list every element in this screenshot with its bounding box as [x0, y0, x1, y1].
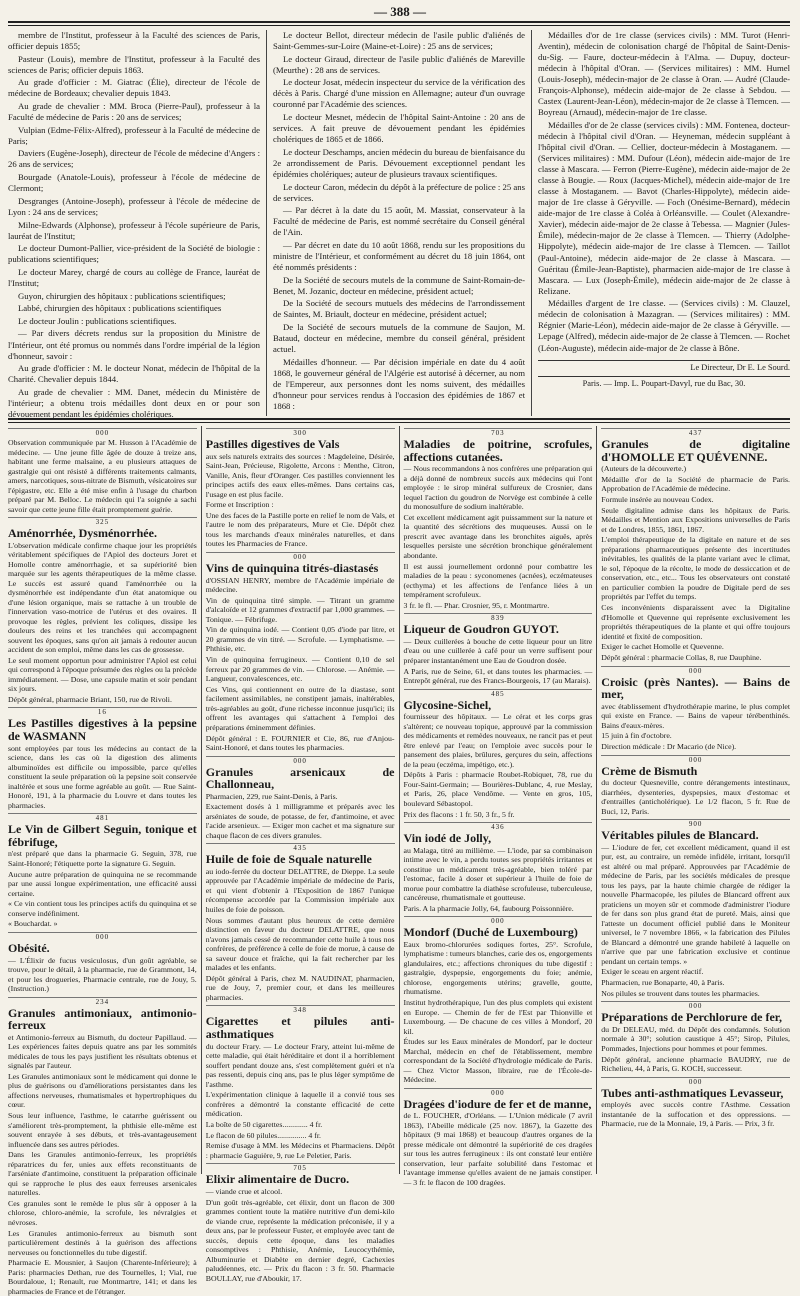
ad-paragraph: Vin de quinquina iodé. — Contient 0,05 d'iode par litre, et 20 grammes de vin titré. — Scrofule. — Lymphatisme. — Phthisie, etc. — [206, 625, 395, 654]
ad-paragraph: employés avec succès contre l'Asthme. Cessation instantanée de la suffocation et des oppressions. — Pharmacie, rue de la Monnaie, 19, à Paris. — Prix, 3 fr. — [601, 1100, 790, 1129]
advertisement — [404, 613, 593, 685]
article-column-1 — [8, 30, 260, 416]
ad-number: 000 — [206, 552, 395, 561]
advertisement — [206, 843, 395, 1002]
ad-number: 000 — [404, 1088, 593, 1097]
ad-paragraph: Sous leur influence, l'asthme, le catarrhe guérissent ou s'améliorent très-promptement, la phthisie elle-même est souvent enrayée à ses débuts, et très-avantageusement influencée dans ses autres périodes. — [8, 1111, 197, 1149]
ad-title: Dragées d'iodure de fer et de manne, — [404, 1098, 593, 1111]
ad-paragraph: — Nous recommandons à nos confrères une préparation qui a déjà donné de nombreux succès aux médecins qui l'ont employée : le sirop minéral sulfureux de Crosnier, dans lequel l'action du goudron de Norvège est combinée à celle du monosulfure de sodium inaltérable. — [404, 464, 593, 512]
ad-column-2 — [206, 426, 395, 1174]
ad-paragraph: d'OSSIAN HENRY, membre de l'Académie impériale de médecine. — [206, 576, 395, 595]
advertisement — [206, 552, 395, 753]
ad-column-4 — [601, 426, 790, 1174]
ad-paragraph: — L'Élixir de fucus vesiculosus, d'un goût agréable, se trouve, pour le détail, à la pharmacie, rue de Grammont, 14, et pour les drogueries, Pharmacie centrale, rue de Jouy, 5. (Instruction.) — [8, 956, 197, 994]
advertisement-columns — [8, 426, 790, 1174]
advertisement — [8, 997, 197, 1296]
ad-paragraph: Exiger le sceau en argent réactif. — [601, 967, 790, 977]
ad-title: Crème de Bismuth — [601, 765, 790, 778]
article-paragraph: Le docteur Giraud, directeur de l'asile public d'aliénés de Mareville (Meurthe) : 28 ans de services. — [273, 54, 525, 76]
ad-paragraph: D'un goût très-agréable, cet élixir, dont un flacon de 300 grammes contient toute la matière nutritive d'un demi-kilo de viande crue, représente la médication préconisée, il y a deux ans, par le professeur Fuster, et employée avec tant de succès, depuis cette époque, dans les maladies consomptives : Phthisie, Anémie, Leucocythémie, Albuminurie et Diabète en dernier degré, Cachexies paludéennes, etc. — Prix du flacon : 3 fr. 50. Pharmacie BOULLAY, rue d'Aboukir, 17. — [206, 1198, 395, 1284]
ad-paragraph: Pharmacien, rue Bonaparte, 40, à Paris. — [601, 978, 790, 988]
ad-paragraph: au Malaga, titré au millième. — L'iode, par sa combinaison intime avec le vin, a perdu toutes ses propriétés irritantes et constitue un médicament très-agréable, bien toléré par l'estomac, facile à doser et supérieur à l'huile de foie de morue pour combattre la diathèse scrofuleuse, tuberculeuse, cancéreuse, rhumatismale et goutteuse. — [404, 846, 593, 903]
ad-title: Granules de digitaline d'HOMOLLE ET QUÉVENNE. — [601, 438, 790, 463]
article-columns — [8, 30, 790, 416]
article-paragraph: Au grade d'officier : M. Giatrac (Élie), directeur de l'école de médecine de Bordeaux; chevalier depuis 1843. — [8, 77, 260, 99]
article-paragraph: Au grade de chevalier : MM. Danet, médecin du Ministère de l'intérieur; a obtenu trois médailles dont deux en or pour son dévouement pendant les épidémies cholériques. — [8, 387, 260, 420]
article-paragraph: De la Société de secours mutels de la commune de Saint-Romain-de-Benet, M. Jozanic, docteur en médecine, président actuel; — [273, 275, 525, 297]
article-paragraph: Desgranges (Antoine-Joseph), professeur à l'école de médecine de Lyon : 24 ans de services; — [8, 196, 260, 218]
ad-paragraph: Dépôts à Paris : pharmacie Roubet-Robiquet, 78, rue du Four-Saint-Germain; — Bourières-Dublanc, 4, rue Meslay, et Paris, 26, place Vendôme. — Vente en gros, 105, boulevard Sébastopol. — [404, 770, 593, 808]
advertisement — [601, 1077, 790, 1129]
ads-rule-thin — [8, 422, 790, 423]
ad-number: 000 — [601, 666, 790, 675]
ad-paragraph: Dépôt général, ancienne pharmacie BAUDRY, rue de Richelieu, 44, à Paris, G. KOCH, successeur. — [601, 1055, 790, 1074]
ad-paragraph: du Dr DELEAU, méd. du Dépôt des condamnés. Solution normale à 30°; solution caustique à 45°; Sirop, Pilules, Pommades, Injections pour hommes et pour femmes. — [601, 1025, 790, 1054]
advertisement — [601, 428, 790, 663]
ad-title: Pastilles digestives de Vals — [206, 438, 395, 451]
ad-paragraph: Formule insérée au nouveau Codex. — [601, 495, 790, 505]
ad-number: 000 — [8, 428, 197, 437]
article-paragraph: Pasteur (Louis), membre de l'Institut, professeur à la Faculté des sciences de Paris; officier depuis 1863. — [8, 54, 260, 76]
article-paragraph: Milne-Edwards (Alphonse), professeur à l'école supérieure de Paris, lauréat de l'Institut; — [8, 220, 260, 242]
ad-number: 000 — [206, 756, 395, 765]
page-number: — 388 — — [0, 4, 800, 20]
ad-title: Liqueur de Goudron GUYOT. — [404, 623, 593, 636]
article-column-2 — [273, 30, 525, 416]
ad-paragraph: Eaux bromo-chlorurées sodiques fortes, 25°. Scrofule, lymphatisme : tumeurs blanches, carie des os, engorgements glandulaires, etc.; affections chroniques du tube digestif : gastralgie, dyspepsie, engorgements du foie; anémie, chlorose, engorgements utérins; gravelle, goutte, rhumatisme. — [404, 940, 593, 997]
ad-paragraph: Nous sommes d'autant plus heureux de cette dernière distinction en faveur du docteur DELATTRE, que nous n'avons jamais cessé de recommander cette huile à tous nos confrères, de préférence à celle de foie de morue, à cause de sa saveur douce et fraîche, qui la fait rechercher par les malades et les enfants. — [206, 916, 395, 973]
advertisement — [601, 666, 790, 752]
ad-paragraph: sont employées par tous les médecins au contact de la science, dans les cas où la digestion des aliments albuminoïdes est difficile ou impossible, parce qu'elles constituent la seule préparation où la pepsine soit conservée inaltérée et sous une forme agréable au goût. — Rue Saint-Honoré, 191, à la pharmacie du Louvre et dans toutes les pharmacies. — [8, 744, 197, 811]
ad-paragraph: Direction médicale : Dr Macario (de Nice). — [601, 742, 790, 752]
director-signature: Le Directeur, Dr E. Le Sourd. — [538, 360, 790, 374]
ad-paragraph: Ces Vins, qui contiennent en outre de la diastase, sont facilement assimilables, ne constipent jamais, inaltérables, très-agréables au goût, d'une richesse inconnue jusqu'ici; ils offrent les avantages qui s'attachent à l'emploi des préparations éminemment définies. — [206, 685, 395, 733]
ad-paragraph: Ces inconvénients disparaissent avec la Digitaline d'Homolle et Quevenne qui représente exclusivement les propriétés thérapeutiques de la plante et qui offre toujours identité et fixité de composition. — [601, 603, 790, 641]
ad-paragraph: Études sur les Eaux minérales de Mondorf, par le docteur Marchal, médecin en chef de l'établissement, membre correspondant de la Société d'hydrologie médicale de Paris. — Chez Victor Masson, libraire, rue de l'École-de-Médecine. — [404, 1037, 593, 1085]
advertisement — [206, 1005, 395, 1160]
article-paragraph: Médailles d'honneur. — Par décision impériale en date du 4 août 1868, le gouverneur général de l'Algérie est autorisé à décerner, au nom de l'Empereur, aux personnes dont les noms suivent, des médailles d'honneur pour services rendus à l'occasion des épidémies de 1867 et 1868 : — [273, 357, 525, 412]
article-paragraph: De la Société de secours mutuels de la commune de Saujon, M. Bataud, docteur en médecine, membre du conseil général, président actuel. — [273, 322, 525, 355]
ad-title: Obésité. — [8, 942, 197, 955]
ad-number: 000 — [404, 916, 593, 925]
ad-paragraph: du docteur Frary. — Le docteur Frary, atteint lui-même de cette maladie, qui était héréditaire et dont il a horriblement souffert pendant douze ans, s'est complètement guéri et n'a pas ressenti, depuis cinq ans, pas le plus léger symptôme de l'asthme. — [206, 1042, 395, 1090]
ad-paragraph: A Paris, rue de Seine, 61, et dans toutes les pharmacies. — Entrepôt général, rue des Francs-Bourgeois, 17 (au Marais). — [404, 667, 593, 686]
column-divider — [399, 426, 400, 1174]
ad-number: 000 — [601, 1001, 790, 1010]
ad-paragraph: Dans les Granules antimonio-ferreux, les propriétés réparatrices du fer, unies aux effets reconstituants de l'arséniate d'antimoine, constituent la préparation officinale qui se rapproche le plus des eaux ferreuses arsenicales naturelles. — [8, 1150, 197, 1198]
ad-number: 348 — [206, 1005, 395, 1014]
ad-paragraph: Aucune autre préparation de quinquina ne se recommande par une aussi longue expérimentation, une efficacité aussi certaine. — [8, 870, 197, 899]
ad-paragraph: Vin de quinquina titré simple. — Titrant un gramme d'alcaloïde et 12 grammes d'extractif par 1,000 grammes. — Tonique. — Fébrifuge. — [206, 596, 395, 625]
article-column-3-body — [538, 30, 790, 354]
ad-number: 705 — [206, 1163, 395, 1172]
advertisement — [601, 819, 790, 998]
ad-title: Huile de foie de Squale naturelle — [206, 853, 395, 866]
ads-rule — [8, 418, 790, 420]
column-divider — [596, 426, 597, 1174]
advertisement — [404, 822, 593, 913]
ad-paragraph: Exiger le cachet Homolle et Quevenne. — [601, 642, 790, 652]
article-paragraph: — Par décret en date du 10 août 1868, rendu sur les propositions du ministre de l'Intérieur, et conformément au décret du 18 juin 1864, ont été nommés présidents : — [273, 240, 525, 273]
ad-title: Les Pastilles digestives à la pepsine de WASMANN — [8, 717, 197, 742]
ad-number: 436 — [404, 822, 593, 831]
ad-paragraph: fournisseur des hôpitaux. — Le cérat et les corps gras s'altèrent; ce nouveau topique, approuvé par la commission des médicaments et remèdes nouveaux, ne rancit pas et peut être enlevé par l'eau; on l'emploie avec succès pour le pansement des plaies, brûlures, gerçures du sein, affections de la peau (eczéma, impétigo, etc.). — [404, 712, 593, 769]
ad-paragraph: Les Granules antimonio-ferreux au bismuth sont particulièrement destinés à la guérison des affections nerveuses ou fonctionnelles du tube digestif. — [8, 1229, 197, 1258]
ad-paragraph: Il est aussi journellement ordonné pour combattre les maladies de la peau : syconomenes (acnées), eczémateuses (ecthyma) et les affections de l'enfance liées à un tempérament scrofuleux. — [404, 562, 593, 600]
ad-paragraph: Ces granules sont le remède le plus sûr à opposer à la chlorose, chloro-anémie, la scrofule, les névralgies et névroses. — [8, 1199, 197, 1228]
ad-title: Maladies de poitrine, scrofules, affections cutanées. — [404, 438, 593, 463]
ad-paragraph: Le flacon de 60 pilules............... 4 fr. — [206, 1131, 395, 1141]
ad-title: Préparations de Perchlorure de fer, — [601, 1011, 790, 1024]
ad-paragraph: n'est préparé que dans la pharmacie G. Seguin, 378, rue Saint-Honoré; l'étiquette porte la signature G. Seguin. — [8, 849, 197, 868]
ad-paragraph: — L'iodure de fer, cet excellent médicament, quand il est pur, est, au contraire, un remède infidèle, irritant, lorsqu'il est altéré ou mal préparé. Approuvées par l'Académie de médecine de Paris, par les sociétés médicales de presque tous les pays, par la haute chimie chargée de rédiger la nouvelle Pharmacopée, les pilules de Blancard offrent aux praticiens un moyen sûr et commode d'administrer l'iodure de fer dans son plus grand état de pureté. Mais, ainsi que l'atteste un document officiel publié dans le Moniteur universel, le 7 novembre 1866, « la fabrication des Pilules de Blancard a démontré une grande habileté à laquelle on n'arrive que par une fabrication exclusive et continue pendant un certain temps. » — [601, 843, 790, 967]
ad-title: Cigarettes et pilules anti-asthmatiques — [206, 1015, 395, 1040]
ad-paragraph: L'emploi thérapeutique de la digitale en nature et de ses préparations pharmaceutiques présente des incertitudes inévitables, les qualités de la plante variant avec le climat, le sol, l'époque de la récolte, le mode de dessiccation et de conservation, etc., etc... Tous les observateurs ont constaté en particulier combien la poudre de Digitale perd de ses propriétés par l'effet du temps. — [601, 535, 790, 602]
advertisement — [404, 689, 593, 819]
ad-paragraph: Observation communiquée par M. Husson à l'Académie de médecine. — Une jeune fille âgée de douze à treize ans, habitant une ferme malsaine, a eu plusieurs attaques de gastralgie qui ont résisté à différents traitements calmants, amers, narcotiques, sous-nitrate de Bismuth, vésicatoires sur l'épigastre, etc. Elle a été mise enfin à l'usage du charbon préparé par M. Belloc. Le médecin qui l'a soignée a sachi savoir que cette jeune fille était promptement guérie. — [8, 438, 197, 514]
advertisement — [206, 1163, 395, 1283]
ad-number: 900 — [601, 819, 790, 828]
ad-paragraph: « Ce vin contient tous les principes actifs du quinquina et se conserve indéfiniment. — [8, 899, 197, 918]
column-divider — [201, 426, 202, 1174]
top-rule — [8, 21, 790, 23]
ad-paragraph: L'observation médicale confirme chaque jour les propriétés véritablement spécifiques de l'Apiol des docteurs Joret et Homolle contre aménorrhagie, et sa supériorité bien marquée sur les agents thérapeutiques de la même classe. Le succès est assuré quand l'aménorrhée ou la dysménorrhée est indépendante d'un état anatomique ou d'une lésion organique, mais se rattache à un trouble de l'innervation vaso-motrice de l'utérus et des ovaires. Il provoque les règles, prévient les coliques, dissipe les douleurs des reins et les tranchées qui accompagnent souvent les époques, sans qu'on ait jamais à redouter aucun accident de son emploi, même dans les cas de grossesse. — [8, 541, 197, 655]
article-paragraph: Bourgade (Anatole-Louis), professeur à l'école de médecine de Clermont; — [8, 172, 260, 194]
ad-paragraph: Exactement dosés à 1 milligramme et préparés avec les arséniates de soude, de potasse, de fer, d'antimoine, et avec l'acide arsenieux. — Exiger mon cachet et ma signature sur chaque flacon de ces divers granules. — [206, 802, 395, 840]
ad-paragraph: Dépôt général : E. FOURNIER et Cie, 86, rue d'Anjou-Saint-Honoré, et dans toutes les pharmacies. — [206, 734, 395, 753]
ad-paragraph: Forme et Inscription : — [206, 500, 395, 510]
ad-number: 703 — [404, 428, 593, 437]
article-column-3 — [538, 30, 790, 416]
advertisement — [601, 1001, 790, 1073]
advertisement — [8, 428, 197, 514]
article-paragraph: Guyon, chirurgien des hôpitaux : publications scientifiques; — [8, 291, 260, 302]
ad-paragraph: Prix des flacons : 1 fr. 50, 3 fr., 5 fr. — [404, 810, 593, 820]
article-paragraph: membre de l'Institut, professeur à la Faculté des sciences de Paris, officier depuis 1855; — [8, 30, 260, 52]
ad-column-1 — [8, 426, 197, 1174]
ad-title: Vins de quinquina titrés-diastasés — [206, 562, 395, 575]
ad-paragraph: Le seul moment opportun pour administrer l'Apiol est celui qui correspond à l'époque présumée des règles ou la précède immédiatement. — Dose, une capsule matin et soir pendant six jours. — [8, 656, 197, 694]
top-rule-thin — [8, 25, 790, 26]
ad-paragraph: Remise d'usage à MM. les Médecins et Pharmaciens. Dépôt : pharmacie Gaguière, 9, rue Le Peletier, Paris. — [206, 1141, 395, 1160]
ad-paragraph: Dépôt général à Paris, chez M. NAUDINAT, pharmacien, rue de Jouy, 7, premier cour, et dans les meilleures pharmacies. — [206, 974, 395, 1003]
article-paragraph: Le docteur Bellot, directeur médecin de l'asile public d'aliénés de Saint-Gemmes-sur-Loire (Maine-et-Loire) : 25 ans de services; — [273, 30, 525, 52]
article-paragraph: Médailles d'or de 2e classe (services civils) : MM. Fontenea, docteur-médecin à l'hôpital civil d'Oran. — Heyneman, médecin suppléant à l'hôpital civil d'Oran. — Cellier, docteur-médecin à Mostaganem. — (Services militaires) : MM. Dufour (Léon), médecin aide-major de 1re classe à Mascara. — Ferron (Pierre-Eugène), médecin aide-major de 2e classe à Bougie. — Roux (Jacques-Michel), médecin aide-major de 1re classe à Mostaganem. — Bavot (Charles-Hippolyte), médecin aide-major de 1re classe à Géryville. — Foch (Onésime-Bernard), médecin aide-major de 1re classe à Coléa à Orléansville. — Coulet (Alexandre-Xavier), médecin aide-major de 2e classe à Tebessa. — Magnier (Jules-Émile), médecin-major de 2e classe à Tlemcen. — Thierry (Adolphe-Hippolyte), médecin aide-major de 1re classe à Tlemcen. — Taillot (Paul-Antoine), médecin aide-major de 2e classe à Mascara. — Guéritau (Émile-Jean-Baptiste), pharmacien aide-major de 1re classe à Mascara. — Lux (Joseph-Émile), médecin aide-major de 2e classe à Relizane. — [538, 120, 790, 297]
ad-paragraph: Nos pilules se trouvent dans toutes les pharmacies. — [601, 989, 790, 999]
ad-number: 485 — [404, 689, 593, 698]
ad-paragraph: (Auteurs de la découverte.) — [601, 464, 790, 474]
ad-column-3 — [404, 426, 593, 1174]
ad-paragraph: Médaille d'or de la Société de pharmacie de Paris. Approbation de l'Académie de médecine. — [601, 475, 790, 494]
article-paragraph: De la Société de secours mutuels des médecins de l'arrondissement de Saintes, M. Briault, docteur en médecine, président actuel; — [273, 298, 525, 320]
ad-paragraph: Seule digitaline admise dans les hôpitaux de Paris. Médailles et Mention aux Expositions universelles de Paris et de Londres, 1855, 1861, 1867. — [601, 506, 790, 535]
ad-paragraph: avec établissement d'hydrothérapie marine, le plus complet qui existe en France. — Bains de vapeur térébenthinés. Bains d'eaux-mères. — [601, 702, 790, 731]
advertisement — [404, 428, 593, 610]
article-paragraph: Le docteur Joulin : publications scientifiques. — [8, 316, 260, 327]
column-divider — [531, 30, 532, 416]
advertisement — [404, 1088, 593, 1188]
ad-paragraph: L'expérimentation clinique à laquelle il a convié tous ses confrères a démontré la constante efficacité de cette médication. — [206, 1090, 395, 1119]
article-paragraph: Médailles d'or de 1re classe (services civils) : MM. Turot (Henri-Aventin), médecin de colonisation chargé de l'hôpital de Saint-Denis-du-Sig. — Faure, docteur-médecin à l'Alma. — Dupuy, docteur-médecin à l'hôpital d'Oran. — (Services militaires) : MM. Humel (Louis-Joseph), médecin-major de 2e classe à Oran. — Audré (Claude-François-Alphonse), médecin aide-major de 2e classe à Sebdou. — Castex (Laurent-Jean-Léon), médecin-major de 2e classe à Tlemcen. — Boyreau (Arnaud), médecin-major de 1re classe. — [538, 30, 790, 118]
ad-paragraph: au iodo-ferrée du docteur DELATTRE, de Dieppe. La seule approuvée par l'Académie impériale de médecine de Paris, et qui vient d'obtenir à l'Exposition de 1867 l'unique récompense accordée par la Commission impériale aux huiles de foie de poisson. — [206, 867, 395, 915]
ad-paragraph: Institut hydrothérapique, l'un des plus complets qui existent en Europe. — Chemin de fer de l'Est par Thionville et Luxembourg. — De chacune de ces villes à Mondorf, 20 kil. — [404, 998, 593, 1036]
ad-title: Véritables pilules de Blancard. — [601, 829, 790, 842]
ad-number: 325 — [8, 517, 197, 526]
ad-paragraph: Vin de quinquina ferrugineux. — Contient 0,10 de sel ferreux par 20 grammes de vin. — Chlorose. — Anémie. — Langueur, convalescences, etc. — [206, 655, 395, 684]
advertisement — [8, 707, 197, 810]
article-paragraph: Labbé, chirurgien des hôpitaux : publications scientifiques — [8, 303, 260, 314]
article-paragraph: Le docteur Mesnet, médecin de l'hôpital Saint-Antoine : 20 ans de services. A fait preuve de dévouement pendant les épidémies cholériques de 1865 et de 1866. — [273, 112, 525, 145]
ad-number: 16 — [8, 707, 197, 716]
article-paragraph: Daviers (Eugène-Joseph), directeur de l'école de médecine d'Angers : 26 ans de services; — [8, 148, 260, 170]
ad-title: Granules arsenicaux de Challonneau, — [206, 766, 395, 791]
article-paragraph: Le docteur Dumont-Pallier, vice-président de la Société de biologie : publications scientifiques; — [8, 243, 260, 265]
ad-paragraph: Les Granules antimoniaux sont le médicament qui donne le plus de guérisons ou d'améliorations persistantes dans les affections nerveuses, rhumatismales et hypertrophiques du cœur. — [8, 1072, 197, 1110]
ad-number: 000 — [8, 932, 197, 941]
article-paragraph: Le docteur Marey, chargé de cours au collège de France, lauréat de l'Institut; — [8, 267, 260, 289]
article-paragraph: Le docteur Deschamps, ancien médecin du bureau de bienfaisance du 2e arrondissement de Paris. Dévouement exceptionnel pendant les épidémies cholériques; auteur de plusieurs travaux scientifiques. — [273, 147, 525, 180]
advertisement — [206, 756, 395, 841]
ad-number: 234 — [8, 997, 197, 1006]
ad-number: 435 — [206, 843, 395, 852]
ad-title: Elixir alimentaire de Ducro. — [206, 1173, 395, 1186]
ad-title: Le Vin de Gilbert Seguin, tonique et fébrifuge, — [8, 823, 197, 848]
ad-paragraph: — viande crue et alcool. — [206, 1187, 395, 1197]
article-paragraph: Au grade d'officier : M. le docteur Nonat, médecin de l'hôpital de la Charité. Chevalier depuis 1844. — [8, 363, 260, 385]
ad-paragraph: Dépôt général : pharmacie Collas, 8, rue Dauphine. — [601, 653, 790, 663]
ad-title: Mondorf (Duché de Luxembourg) — [404, 926, 593, 939]
ad-paragraph: — Deux cuillerées à bouche de cette liqueur pour un litre d'eau ou une cuillerée à café pour un verre suffisent pour préparer instantanément une Eau de Goudron dosée. — [404, 637, 593, 666]
ad-title: Glycosine-Sichel, — [404, 699, 593, 712]
article-paragraph: Vulpian (Edme-Félix-Alfred), professeur à la Faculté de médecine de Paris; — [8, 125, 260, 147]
article-paragraph: — Par décret à la date du 15 août, M. Massiat, conservateur à la Faculté de médecine de Paris, est nommé secrétaire du Conseil général de l'Ain. — [273, 205, 525, 238]
advertisement — [8, 813, 197, 929]
ad-title: Granules antimoniaux, antimonio-ferreux — [8, 1007, 197, 1032]
article-paragraph: — Par divers décrets rendus sur la proposition du Ministre de l'Intérieur, ont été promus ou nommés dans l'ordre impérial de la légion d'honneur, savoir : — [8, 328, 260, 361]
ad-number: 000 — [601, 755, 790, 764]
article-paragraph: Le docteur Caron, médecin du dépôt à la préfecture de police : 25 ans de services. — [273, 182, 525, 204]
ad-title: Aménorrhée, Dysménorrhée. — [8, 527, 197, 540]
printer-line: Paris. — Imp. L. Poupart-Davyl, rue du Bac, 30. — [538, 376, 790, 390]
ad-paragraph: Pharmacien, 229, rue Saint-Denis, à Paris. — [206, 792, 395, 802]
ad-paragraph: Paris. A la pharmacie Jolly, 64, faubourg Poissonnière. — [404, 904, 593, 914]
column-divider — [266, 30, 267, 416]
advertisement — [206, 428, 395, 549]
ad-paragraph: Une des faces de la Pastille porte en relief le nom de Vals, et l'autre le nom des préparateurs, Mure et Cie. Dépôt chez tous les marchands d'eaux minérales naturelles, et dans toutes les Pharmacies de France. — [206, 511, 395, 549]
advertisement — [8, 932, 197, 994]
ad-paragraph: du docteur Quesneville, contre dérangements intestinaux, diarrhées, dysenteries, dyspepsies, maux d'estomac et d'entrailles (anticholérique). Le 1/2 flacon, 5 fr. Rue de Buci, 12, Paris. — [601, 778, 790, 816]
ad-paragraph: La boîte de 50 cigarettes............. 4 fr. — [206, 1120, 395, 1130]
advertisement — [404, 916, 593, 1084]
ad-number: 481 — [8, 813, 197, 822]
ad-paragraph: aux sels naturels extraits des sources : Magdeleine, Désirée, Saint-Jean, Précieuse, Rigolette, Arcons : Menthe, Citron, Vanille, Anis, fleur d'Oranger. Ces pastilles conviennent les principes actifs des eaux elles-mêmes. Dans certains cas, l'usage en est plus facile. — [206, 452, 395, 500]
ad-paragraph: Cet excellent médicament agit puissamment sur la nature et la quantité des sécrétions des muqueuses. Aussi on le prescrit avec avantage dans les bronchites aiguës, après lesquelles persiste une sécrétion bronchique généralement abondante. — [404, 513, 593, 561]
article-paragraph: Au grade de chevalier : MM. Broca (Pierre-Paul), professeur à la Faculté de médecine de Paris : 20 ans de services; — [8, 101, 260, 123]
ad-title: Tubes anti-asthmatiques Levasseur, — [601, 1087, 790, 1100]
ad-title: Vin iodé de Jolly, — [404, 832, 593, 845]
ad-paragraph: Dépôt général, pharmacie Briant, 150, rue de Rivoli. — [8, 695, 197, 705]
ad-paragraph: Pharmacie E. Mousnier, à Saujon (Charente-Inférieure); à Paris: pharmacies Dethan, rue des Tournelles, 1; Vial, rue Bourdaloue, 1; Renault, rue Montmartre, 141; et dans les pharmacies de France et de l'étranger. — [8, 1258, 197, 1296]
advertisement — [601, 755, 790, 817]
ad-number: 300 — [206, 428, 395, 437]
ad-number: 437 — [601, 428, 790, 437]
ad-paragraph: et Antimonio-ferreux au Bismuth, du docteur Papillaud. — Les expériences faites depuis quatre ans par les sommités médicales de tous les pays justifient les résultats obtenus et signalés par l'auteur. — [8, 1033, 197, 1071]
advertisement — [8, 517, 197, 704]
ad-paragraph: 15 juin à fin d'octobre. — [601, 731, 790, 741]
article-paragraph: Médailles d'argent de 1re classe. — (Services civils) : M. Clauzel, médecin de colonisation à Mazagran. — (Services militaires) : MM. Régnier (Marie-Léon), médecin aide-major de 2e classe à Géryville. — Lepage (Alfred), médecin aide-major de 2e classe à Tlemcen. — Rochet (Léon-Auguste), médecin aide-major de 2e classe à Bône. — [538, 298, 790, 353]
ad-number: 839 — [404, 613, 593, 622]
ad-paragraph: 3 fr. le fl. — Phar. Crosnier, 95, r. Montmartre. — [404, 601, 593, 611]
article-paragraph: Le docteur Josat, médecin inspecteur du service de la vérification des décès à Paris. Chargé d'une mission en Allemagne; auteur d'un ouvrage couronné par l'Académie des sciences. — [273, 77, 525, 110]
ad-paragraph: « Bouchardat. » — [8, 919, 197, 929]
ad-number: 000 — [601, 1077, 790, 1086]
ad-paragraph: de L. FOUCHER, d'Orléans. — L'Union médicale (7 avril 1863), l'Abeille médicale (25 nov. 1867), la Gazette des hôpitaux (9 mai 1868) et beaucoup d'autres organes de la presse médicale ont démontré la supériorité de ces dragées sur tous les autres ferrugineux : ils ont constaté leur entière conservation, leur parfaite solubilité dans l'estomac et l'avantage immense qu'elles avaient de ne jamais constiper. — 3 fr. le flacon de 100 dragées. — [404, 1111, 593, 1187]
ad-title: Croisic (près Nantes). — Bains de mer, — [601, 676, 790, 701]
